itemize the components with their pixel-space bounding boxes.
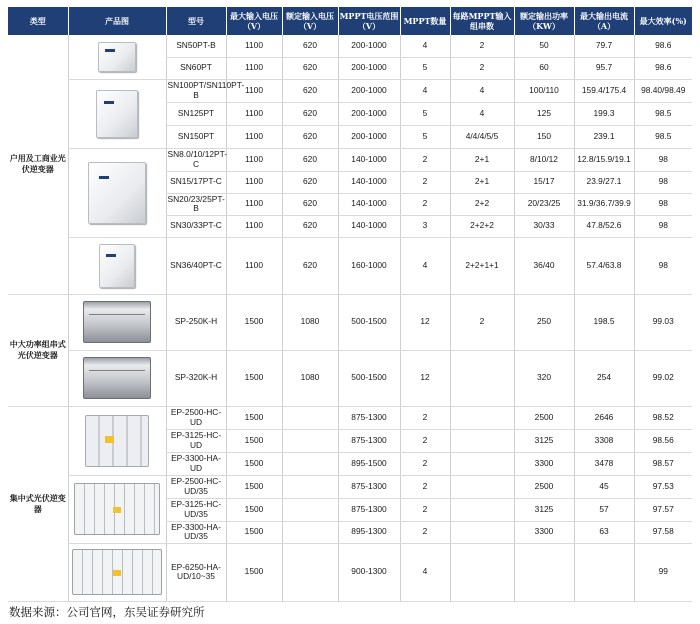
header-rated-output-power: 额定输出功率（KW） bbox=[514, 7, 574, 35]
cell-mppt-count: 12 bbox=[400, 294, 450, 350]
string-inverter-white-image bbox=[96, 90, 138, 138]
cell-rated-voltage bbox=[282, 475, 338, 498]
product-image-cell bbox=[68, 148, 166, 237]
table-row bbox=[8, 543, 692, 601]
cell-mppt-count: 2 bbox=[400, 475, 450, 498]
cell-efficiency: 98.57 bbox=[634, 452, 692, 475]
cell-model: SN15/17PT-C bbox=[166, 171, 226, 193]
product-image-cell bbox=[68, 237, 166, 294]
cell-model: EP-3300-HA-UD/35 bbox=[166, 521, 226, 543]
cell-rated-voltage: 620 bbox=[282, 171, 338, 193]
cell-model: SP-320K-H bbox=[166, 350, 226, 406]
cell-efficiency: 98 bbox=[634, 171, 692, 193]
cell-strings: 4 bbox=[450, 79, 514, 102]
cell-efficiency: 98 bbox=[634, 193, 692, 215]
cell-rated-voltage bbox=[282, 429, 338, 452]
cell-current: 79.7 bbox=[574, 35, 634, 57]
cell-strings bbox=[450, 543, 514, 601]
cell-power: 150 bbox=[514, 125, 574, 148]
cell-power bbox=[514, 543, 574, 601]
cell-strings bbox=[450, 429, 514, 452]
string-inverter-grey-image bbox=[83, 301, 151, 343]
cell-strings bbox=[450, 498, 514, 521]
cell-mppt-count: 2 bbox=[400, 193, 450, 215]
cell-current: 199.3 bbox=[574, 102, 634, 125]
header-mppt-count: MPPT数量 bbox=[400, 7, 450, 35]
cell-mppt-range: 140-1000 bbox=[338, 193, 400, 215]
cell-mppt-range: 160-1000 bbox=[338, 237, 400, 294]
cell-model: SN125PT bbox=[166, 102, 226, 125]
cell-mppt-range: 900-1300 bbox=[338, 543, 400, 601]
cell-model: SN8.0/10/12PT-C bbox=[166, 148, 226, 171]
cell-current: 159.4/175.4 bbox=[574, 79, 634, 102]
data-source-note: 数据来源：公司官网，东吴证券研究所 bbox=[9, 605, 205, 619]
cell-efficiency: 98 bbox=[634, 148, 692, 171]
central-inverter-skid-image bbox=[72, 549, 162, 595]
cell-mppt-count: 3 bbox=[400, 215, 450, 237]
header-rated-input-voltage: 额定输入电压（V） bbox=[282, 7, 338, 35]
cell-mppt-count: 4 bbox=[400, 79, 450, 102]
product-image-cell bbox=[68, 406, 166, 475]
cell-model: SN30/33PT-C bbox=[166, 215, 226, 237]
cell-current: 23.9/27.1 bbox=[574, 171, 634, 193]
cell-strings: 2+2 bbox=[450, 193, 514, 215]
cell-max-voltage: 1500 bbox=[226, 498, 282, 521]
cell-rated-voltage: 620 bbox=[282, 35, 338, 57]
cell-model: SN150PT bbox=[166, 125, 226, 148]
cell-strings: 4 bbox=[450, 102, 514, 125]
cell-power: 100/110 bbox=[514, 79, 574, 102]
cell-strings bbox=[450, 350, 514, 406]
cell-strings: 2+2+2 bbox=[450, 215, 514, 237]
product-image-cell bbox=[68, 475, 166, 543]
cell-power: 20/23/25 bbox=[514, 193, 574, 215]
table-row bbox=[8, 294, 692, 350]
cell-efficiency: 98.5 bbox=[634, 102, 692, 125]
category-cell: 中大功率组串式光伏逆变器 bbox=[8, 294, 68, 406]
cell-model: SN36/40PT-C bbox=[166, 237, 226, 294]
cell-max-voltage: 1500 bbox=[226, 452, 282, 475]
string-inverter-white-image bbox=[99, 244, 135, 288]
cell-model: SP-250K-H bbox=[166, 294, 226, 350]
cell-power: 2500 bbox=[514, 475, 574, 498]
cell-max-voltage: 1100 bbox=[226, 237, 282, 294]
cell-max-voltage: 1500 bbox=[226, 543, 282, 601]
cell-current: 3308 bbox=[574, 429, 634, 452]
cell-strings bbox=[450, 406, 514, 429]
cell-max-voltage: 1100 bbox=[226, 193, 282, 215]
cell-mppt-range: 875-1300 bbox=[338, 475, 400, 498]
cell-model: SN60PT bbox=[166, 57, 226, 79]
product-image-cell bbox=[68, 350, 166, 406]
cell-power: 36/40 bbox=[514, 237, 574, 294]
cell-rated-voltage: 620 bbox=[282, 193, 338, 215]
cell-efficiency: 97.58 bbox=[634, 521, 692, 543]
cell-model: SN20/23/25PT-B bbox=[167, 193, 225, 213]
central-inverter-skid-image bbox=[74, 483, 160, 535]
cell-max-voltage: 1100 bbox=[226, 102, 282, 125]
table-row bbox=[8, 35, 692, 57]
category-cell: 集中式光伏逆变器 bbox=[8, 406, 68, 601]
table-row bbox=[8, 148, 692, 171]
cell-max-voltage: 1100 bbox=[226, 125, 282, 148]
cell-model: EP-2500-HC-UD/35 bbox=[166, 475, 226, 498]
cell-max-voltage: 1100 bbox=[226, 215, 282, 237]
cell-mppt-range: 140-1000 bbox=[338, 215, 400, 237]
header-max-input-voltage: 最大输入电压（V） bbox=[226, 7, 282, 35]
cell-rated-voltage bbox=[282, 452, 338, 475]
cell-strings: 4/4/4/5/5 bbox=[450, 125, 514, 148]
cell-max-voltage: 1500 bbox=[226, 475, 282, 498]
cell-model: EP-3125-HC-UD/35 bbox=[166, 498, 226, 521]
cell-current: 95.7 bbox=[574, 57, 634, 79]
cell-efficiency: 98 bbox=[634, 215, 692, 237]
product-image-cell bbox=[68, 294, 166, 350]
string-inverter-white-image bbox=[88, 162, 146, 224]
product-spec-table bbox=[8, 7, 692, 602]
cell-mppt-count: 2 bbox=[400, 498, 450, 521]
header-mppt-range: MPPT电压范围（V） bbox=[338, 7, 400, 35]
cell-max-voltage: 1100 bbox=[226, 57, 282, 79]
cell-efficiency: 98 bbox=[634, 237, 692, 294]
cell-efficiency: 99.02 bbox=[634, 350, 692, 406]
cell-mppt-count: 4 bbox=[400, 237, 450, 294]
cell-efficiency: 98.40/98.49 bbox=[634, 79, 692, 102]
cell-rated-voltage: 620 bbox=[282, 125, 338, 148]
cell-power: 3125 bbox=[514, 429, 574, 452]
cell-max-voltage: 1500 bbox=[226, 294, 282, 350]
cell-mppt-range: 200-1000 bbox=[338, 102, 400, 125]
cell-power: 8/10/12 bbox=[514, 148, 574, 171]
cell-power: 50 bbox=[514, 35, 574, 57]
table-header-row bbox=[8, 7, 692, 35]
cell-rated-voltage: 620 bbox=[282, 148, 338, 171]
cell-power: 3300 bbox=[514, 521, 574, 543]
cell-model: SN100PT/SN110PT-B bbox=[166, 79, 226, 102]
cell-mppt-range: 875-1300 bbox=[338, 429, 400, 452]
cell-power: 3125 bbox=[514, 498, 574, 521]
cell-rated-voltage: 1080 bbox=[282, 294, 338, 350]
cell-current bbox=[574, 543, 634, 601]
cell-efficiency: 98.6 bbox=[634, 57, 692, 79]
central-inverter-cabinet-image bbox=[85, 415, 149, 467]
cell-rated-voltage: 620 bbox=[282, 102, 338, 125]
header-type: 类型 bbox=[8, 7, 68, 35]
table-row bbox=[8, 237, 692, 294]
cell-mppt-count: 5 bbox=[400, 57, 450, 79]
table-row bbox=[8, 406, 692, 429]
cell-max-voltage: 1500 bbox=[226, 521, 282, 543]
cell-strings bbox=[450, 521, 514, 543]
cell-mppt-count: 2 bbox=[400, 429, 450, 452]
cell-mppt-range: 875-1300 bbox=[338, 498, 400, 521]
cell-rated-voltage: 620 bbox=[282, 79, 338, 102]
table-row bbox=[8, 79, 692, 102]
cell-rated-voltage bbox=[282, 498, 338, 521]
table-row bbox=[8, 350, 692, 406]
cell-rated-voltage: 620 bbox=[282, 237, 338, 294]
cell-current: 12.8/15.9/19.1 bbox=[574, 148, 634, 171]
cell-mppt-count: 4 bbox=[400, 35, 450, 57]
cell-max-voltage: 1500 bbox=[226, 350, 282, 406]
cell-power: 15/17 bbox=[514, 171, 574, 193]
cell-mppt-count: 2 bbox=[400, 148, 450, 171]
product-image-cell bbox=[68, 543, 166, 601]
cell-current: 239.1 bbox=[574, 125, 634, 148]
cell-power: 3300 bbox=[514, 452, 574, 475]
cell-power: 2500 bbox=[514, 406, 574, 429]
cell-strings bbox=[450, 475, 514, 498]
cell-current: 31.9/36.7/39.9 bbox=[574, 193, 634, 215]
product-image-cell bbox=[68, 79, 166, 148]
cell-max-voltage: 1100 bbox=[226, 171, 282, 193]
cell-power: 320 bbox=[514, 350, 574, 406]
cell-mppt-count: 5 bbox=[400, 125, 450, 148]
cell-mppt-count: 2 bbox=[400, 171, 450, 193]
cell-mppt-range: 895-1500 bbox=[338, 452, 400, 475]
cell-mppt-count: 5 bbox=[400, 102, 450, 125]
cell-rated-voltage: 620 bbox=[282, 57, 338, 79]
cell-mppt-count: 4 bbox=[400, 543, 450, 601]
cell-rated-voltage bbox=[282, 521, 338, 543]
cell-rated-voltage bbox=[282, 543, 338, 601]
cell-strings: 2 bbox=[450, 57, 514, 79]
cell-efficiency: 98.5 bbox=[634, 125, 692, 148]
header-max-output-current: 最大输出电流（A） bbox=[574, 7, 634, 35]
cell-efficiency: 99 bbox=[634, 543, 692, 601]
header-strings-per-mppt: 每路MPPT输入组串数 bbox=[450, 7, 514, 35]
cell-current: 254 bbox=[574, 350, 634, 406]
cell-current: 57.4/63.8 bbox=[574, 237, 634, 294]
cell-efficiency: 98.56 bbox=[634, 429, 692, 452]
cell-model: EP-2500-HC-UD bbox=[166, 406, 226, 429]
cell-strings: 2+2+1+1 bbox=[450, 237, 514, 294]
cell-max-voltage: 1100 bbox=[226, 79, 282, 102]
cell-power: 60 bbox=[514, 57, 574, 79]
header-model: 型号 bbox=[166, 7, 226, 35]
cell-mppt-range: 500-1500 bbox=[338, 350, 400, 406]
cell-max-voltage: 1500 bbox=[226, 429, 282, 452]
cell-max-voltage: 1100 bbox=[226, 35, 282, 57]
cell-mppt-count: 2 bbox=[400, 406, 450, 429]
cell-strings: 2+1 bbox=[450, 148, 514, 171]
cell-mppt-count: 12 bbox=[400, 350, 450, 406]
cell-max-voltage: 1500 bbox=[226, 406, 282, 429]
cell-strings: 2 bbox=[450, 35, 514, 57]
cell-mppt-range: 895-1300 bbox=[338, 521, 400, 543]
cell-mppt-range: 875-1300 bbox=[338, 406, 400, 429]
cell-efficiency: 98.6 bbox=[634, 35, 692, 57]
cell-efficiency: 97.57 bbox=[634, 498, 692, 521]
cell-current: 57 bbox=[574, 498, 634, 521]
cell-mppt-range: 140-1000 bbox=[338, 171, 400, 193]
cell-current: 198.5 bbox=[574, 294, 634, 350]
cell-current: 2646 bbox=[574, 406, 634, 429]
cell-model: SN50PT-B bbox=[166, 35, 226, 57]
cell-mppt-count: 2 bbox=[400, 521, 450, 543]
cell-mppt-count: 2 bbox=[400, 452, 450, 475]
cell-strings: 2+1 bbox=[450, 171, 514, 193]
cell-max-voltage: 1100 bbox=[226, 148, 282, 171]
string-inverter-white-image bbox=[98, 42, 136, 72]
cell-rated-voltage bbox=[282, 406, 338, 429]
cell-model: EP-6250-HA-UD/10~35 bbox=[166, 543, 226, 601]
cell-efficiency: 98.52 bbox=[634, 406, 692, 429]
cell-mppt-range: 200-1000 bbox=[338, 35, 400, 57]
cell-power: 125 bbox=[514, 102, 574, 125]
cell-rated-voltage: 1080 bbox=[282, 350, 338, 406]
cell-efficiency: 99.03 bbox=[634, 294, 692, 350]
cell-current: 45 bbox=[574, 475, 634, 498]
cell-strings bbox=[450, 452, 514, 475]
product-image-cell bbox=[68, 35, 166, 79]
cell-power: 30/33 bbox=[514, 215, 574, 237]
cell-mppt-range: 200-1000 bbox=[338, 79, 400, 102]
cell-rated-voltage: 620 bbox=[282, 215, 338, 237]
cell-current: 47.8/52.6 bbox=[574, 215, 634, 237]
string-inverter-grey-image bbox=[83, 357, 151, 399]
table-row bbox=[8, 475, 692, 498]
cell-efficiency: 97.53 bbox=[634, 475, 692, 498]
cell-mppt-range: 200-1000 bbox=[338, 125, 400, 148]
cell-model: EP-3125-HC-UD bbox=[166, 429, 226, 452]
cell-model: EP-3300-HA-UD bbox=[166, 452, 226, 475]
header-max-efficiency: 最大效率(%) bbox=[634, 7, 692, 35]
cell-mppt-range: 200-1000 bbox=[338, 57, 400, 79]
category-cell: 户用及工商业光伏逆变器 bbox=[8, 35, 68, 294]
cell-mppt-range: 500-1500 bbox=[338, 294, 400, 350]
cell-power: 250 bbox=[514, 294, 574, 350]
cell-current: 63 bbox=[574, 521, 634, 543]
cell-strings: 2 bbox=[450, 294, 514, 350]
cell-mppt-range: 140-1000 bbox=[338, 148, 400, 171]
cell-current: 3478 bbox=[574, 452, 634, 475]
header-image: 产品图 bbox=[68, 7, 166, 35]
